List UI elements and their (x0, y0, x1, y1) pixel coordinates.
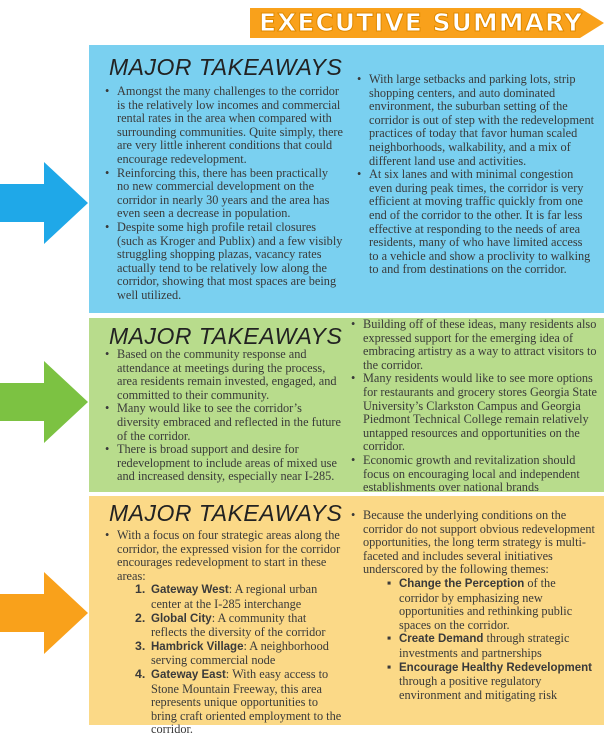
takeaways-panel-blue (89, 45, 604, 313)
theme-item: ▪ Create Demand through strategic investments and partnerships (385, 632, 595, 660)
arrow-right-icon (0, 361, 88, 443)
list-item: • Based on the community response and attendance at meetings during the process, area residents remain invested, engaged, and committed to their community. (103, 348, 343, 402)
strategy-intro: Because the underlying conditions on the corridor do not support obvious redevelopment opportunities, the long term strategy is multi-faceted and includes several initiatives underscored by the following themes: (363, 508, 595, 577)
panel-heading: MAJOR TAKEAWAYS (109, 323, 343, 349)
strategic-areas-list (135, 582, 343, 737)
takeaways-panel-yellow (89, 496, 604, 737)
list-item: • Despite some high profile retail closures (such as Kroger and Publix) and a few visibly struggling shopping plazas, vacancy rates actually tend to be relatively low along the corridor, showing that most spaces are being well utilized. (103, 221, 343, 303)
area-name: Global City (151, 612, 212, 625)
panel-left-column (103, 348, 343, 484)
panel-right-column (355, 73, 595, 277)
list-item (103, 529, 343, 737)
panel-left-column (103, 85, 343, 303)
list-item: • Amongst the many challenges to the corridor is the relatively low incomes and commercial rental rates in the area when compared with surrounding communities. Quite simply, there are very little inherent conditions that could encourage redevelopment. (103, 85, 343, 167)
strategic-area-item: 1. Gateway West: A regional urban center at the I-285 interchange (135, 582, 318, 611)
list-item: • Economic growth and revitalization should focus on encouraging local and independent establishments over national brands (349, 454, 603, 495)
list-item (349, 509, 595, 702)
panel-right-column (349, 318, 603, 495)
strategic-area-item: 3. Hambrick Village: A neighborhood serving commercial node (135, 638, 329, 668)
theme-name: Create Demand (399, 633, 484, 646)
panel-right-column (349, 509, 595, 702)
area-name: Gateway West (151, 584, 229, 597)
list-item: • Reinforcing this, there has been practically no new commercial development on the corridor in nearly 30 years and the area has even seen a decrease in population. (103, 167, 343, 221)
area-name: Hambrick Village (151, 640, 244, 653)
list-item: • Many residents would like to see more options for restaurants and grocery stores Georgia State University’s Clarkston Campus and Georgia Piedmont Technical College remain relatively untapped resources and opportunities on the corridor. (349, 372, 603, 454)
list-item: • With large setbacks and parking lots, strip shopping centers, and auto dominated environment, the suburban setting of the corridor is out of step with the redevelopment practices of today that favor human scaled neighborhoods, walkability, and a mix of different land use and activities. (355, 73, 595, 168)
list-item: • Many would like to see the corridor’s diversity embraced and reflected in the future of the corridor. (103, 402, 343, 443)
theme-name: Encourage Healthy Redevelopment (399, 661, 592, 674)
panel-left-column (103, 529, 343, 737)
panel-heading: MAJOR TAKEAWAYS (109, 54, 343, 80)
themes-list (385, 577, 595, 702)
panel-heading: MAJOR TAKEAWAYS (109, 500, 343, 526)
list-item: • There is broad support and desire for redevelopment to include areas of mixed use and increased density, especially near I-285. (103, 443, 343, 484)
list-item: • Building off of these ideas, many residents also expressed support for the emerging idea of embracing artistry as a way to attract visitors to the corridor. (349, 318, 603, 372)
list-item: • At six lanes and with minimal congestion even during peak times, the corridor is very efficient at moving traffic quickly from one end of the corridor to the other. It is far less effective at responding to the needs of area residents, many of who have limited access to a vehicle and show a proclivity to walking to and from destinations on the corridor. (355, 168, 595, 277)
takeaways-panel-green (89, 317, 604, 495)
theme-name: Change the Perception (399, 577, 525, 590)
executive-summary-banner (250, 8, 604, 38)
area-name: Gateway East (151, 668, 226, 681)
strategic-area-item: 4. Gateway East: With easy access to Stone Mountain Freeway, this area represents unique opportunities to bring craft oriented employment to the corridor. (135, 666, 342, 737)
theme-item: ▪ Change the Perception of the corridor by emphasizing new opportunities and rethinking public spaces on the corridor. (385, 577, 595, 632)
theme-item: ▪ Encourage Healthy Redevelopment through a positive regulatory environment and mitigating risk (385, 661, 595, 703)
banner-title: EXECUTIVE SUMMARY (259, 8, 583, 37)
strategic-area-item: 2. Global City: A community that reflects the diversity of the corridor (135, 610, 326, 640)
arrow-right-icon (0, 162, 88, 244)
arrow-right-icon (0, 572, 88, 654)
vision-intro: With a focus on four strategic areas along the corridor, the expressed vision for the corridor encourages redevelopment to start in these areas: (117, 528, 341, 583)
